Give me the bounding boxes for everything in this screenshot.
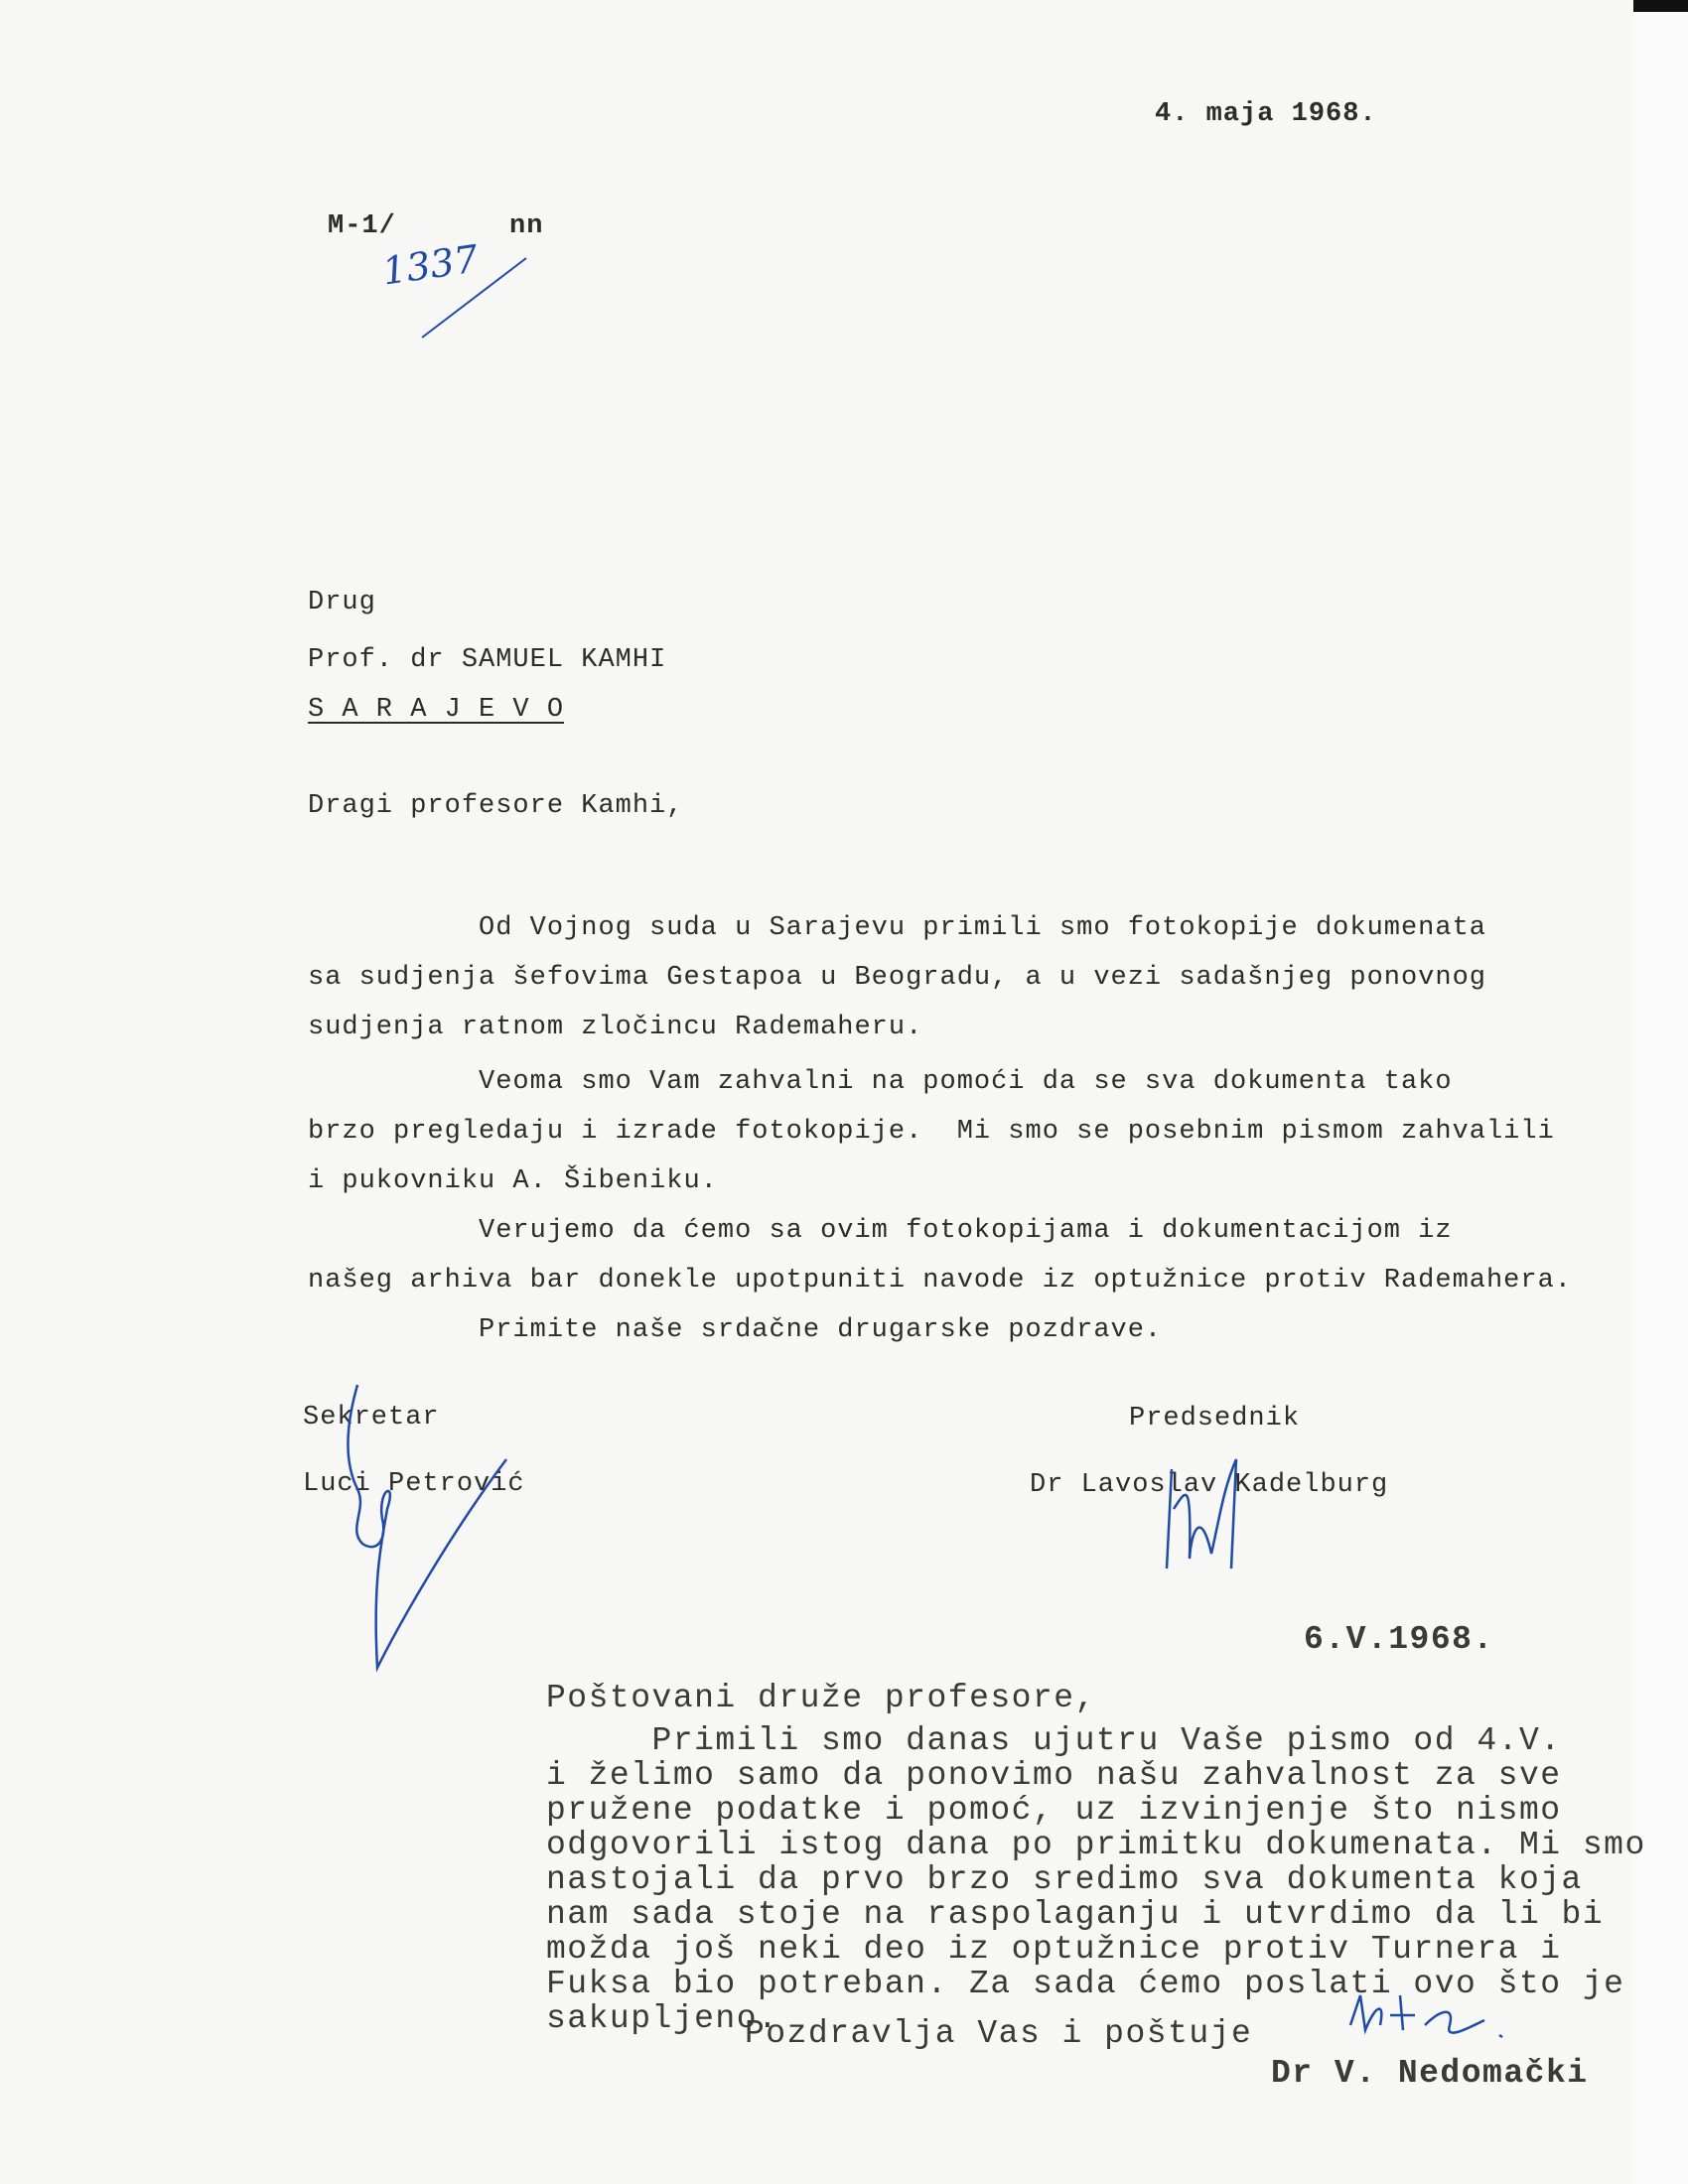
body-line: Veoma smo Vam zahvalni na pomoći da se sva dokumenta tako: [308, 1067, 1453, 1097]
body-line: Od Vojnog suda u Sarajevu primili smo fotokopije dokumenata: [308, 913, 1486, 943]
secretary-title: Sekretar: [303, 1403, 440, 1433]
president-title: Predsednik: [1129, 1404, 1301, 1433]
secretary-signature: [338, 1380, 516, 1678]
reply-line: odgovorili istog dana po primitku dokumenata. Mi smo: [546, 1827, 1646, 1863]
reference-suffix: nn: [509, 211, 544, 241]
reply-line: nastojali da prvo brzo sredimo sva dokumenta koja: [546, 1861, 1583, 1898]
recipient-greeting-word: Drug: [308, 588, 376, 617]
body-line: sa sudjenja šefovima Gestapoa u Beogradu, a u vezi sadašnjeg ponovnog: [308, 963, 1486, 993]
scan-corner: [1633, 0, 1688, 12]
body-line: Primite naše srdačne drugarske pozdrave.: [308, 1315, 1163, 1345]
reply-signature-name: Dr V. Nedomački: [1271, 2055, 1589, 2092]
handwritten-reference-stroke: [417, 253, 536, 342]
reply-line: možda još neki deo iz optužnice protiv Turnera i: [546, 1931, 1562, 1968]
body-line: Verujemo da ćemo sa ovim fotokopijama i dokumentacijom iz: [308, 1216, 1453, 1246]
recipient-city: S A R A J E V O: [308, 695, 565, 725]
reply-line: i želimo samo da ponovimo našu zahvalnost za sve: [546, 1757, 1562, 1794]
reply-line: pružene podatke i pomoć, uz izvinjenje što nismo: [546, 1792, 1562, 1829]
reply-closing: Pozdravlja Vas i poštuje: [745, 2015, 1253, 2052]
secretary-name: Luci Petrović: [303, 1469, 525, 1499]
president-signature: [1162, 1449, 1271, 1578]
reply-line: Primili smo danas ujutru Vaše pismo od 4.V.: [546, 1722, 1562, 1759]
body-line: brzo pregledaju i izrade fotokopije. Mi smo se posebnim pismom zahvalili: [308, 1117, 1555, 1147]
reply-date: 6.V.1968.: [1304, 1621, 1494, 1658]
reply-salutation: Poštovani druže profesore,: [546, 1680, 1096, 1716]
reply-line: Fuksa bio potreban. Za sada ćemo poslati ovo što je: [546, 1966, 1625, 2002]
reply-line: sakupljeno.: [546, 2000, 779, 2037]
president-name: Dr Lavoslav Kadelburg: [1030, 1470, 1389, 1500]
recipient-name: Prof. dr SAMUEL KAMHI: [308, 645, 667, 675]
reply-line: nam sada stoje na raspolaganju i utvrdimo da li bi: [546, 1896, 1605, 1933]
salutation: Dragi profesore Kamhi,: [308, 791, 684, 821]
reference-number: M-1/: [328, 211, 396, 241]
letter-date: 4. maja 1968.: [1155, 99, 1377, 129]
body-line: našeg arhiva bar donekle upotpuniti navode iz optužnice protiv Rademahera.: [308, 1266, 1572, 1296]
reply-handwritten-signature: [1345, 1985, 1524, 2055]
body-line: i pukovniku A. Šibeniku.: [308, 1166, 718, 1196]
body-line: sudjenja ratnom zločincu Rademaheru.: [308, 1013, 923, 1042]
handwritten-reference: 1337: [379, 236, 482, 294]
